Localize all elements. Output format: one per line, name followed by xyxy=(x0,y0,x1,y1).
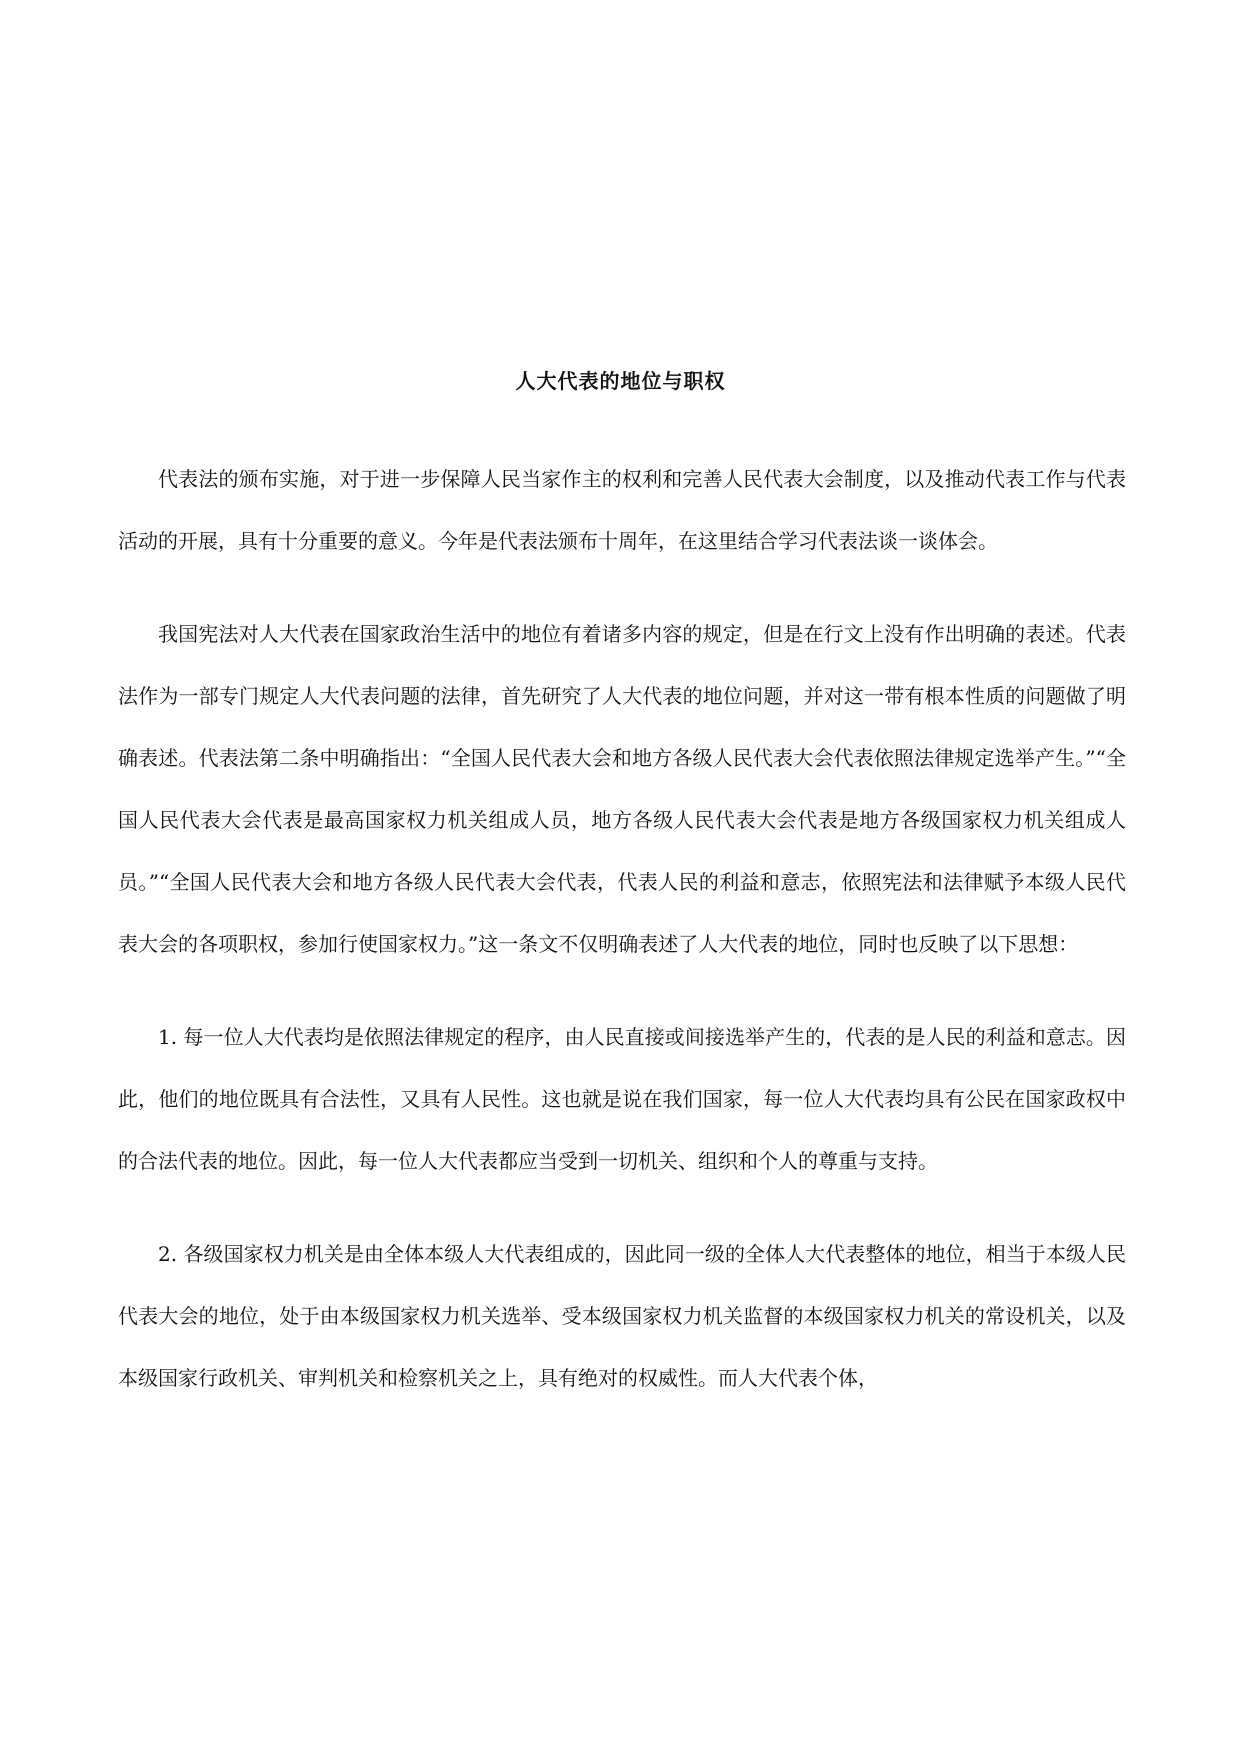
document-body xyxy=(118,448,1126,1440)
paragraph-point-2: 2. 各级国家权力机关是由全体本级人大代表组成的，因此同一级的全体人大代表整体的地位，相当于本级人民代表大会的地位，处于由本级国家权力机关选举、受本级国家权力机关监督的本级国家权力机关的常设机关，以及本级国家行政机关、审判机关和检察机关之上，具有绝对的权威性。而人大代表个体， xyxy=(118,1242,1126,1390)
paragraph-constitution: 我国宪法对人大代表在国家政治生活中的地位有着诸多内容的规定，但是在行文上没有作出明确的表述。代表法作为一部专门规定人大代表问题的法律，首先研究了人大代表的地位问题，并对这一带有根本性质的问题做了明确表述。代表法第二条中明确指出：“全国人民代表大会和地方各级人民代表大会代表依照法律规定选举产生。”“全国人民代表大会代表是最高国家权力机关组成人员，地方各级人民代表大会代表是地方各级国家权力机关组成人员。”“全国人民代表大会和地方各级人民代表大会代表，代表人民的利益和意志，依照宪法和法律赋予本级人民代表大会的各项职权，参加行使国家权力。”这一条文不仅明确表述了人大代表的地位，同时也反映了以下思想： xyxy=(118,622,1126,956)
document-title: 人大代表的地位与职权 xyxy=(515,369,726,393)
paragraph-point-1: 1. 每一位人大代表均是依照法律规定的程序，由人民直接或间接选举产生的，代表的是人民的利益和意志。因此，他们的地位既具有合法性，又具有人民性。这也就是说在我们国家，每一位人大代表均具有公民在国家政权中的合法代表的地位。因此，每一位人大代表都应当受到一切机关、组织和个人的尊重与支持。 xyxy=(118,1025,1126,1173)
paragraph-intro: 代表法的颁布实施，对于进一步保障人民当家作主的权利和完善人民代表大会制度，以及推动代表工作与代表活动的开展，具有十分重要的意义。今年是代表法颁布十周年，在这里结合学习代表法谈一谈体会。 xyxy=(118,467,1126,553)
